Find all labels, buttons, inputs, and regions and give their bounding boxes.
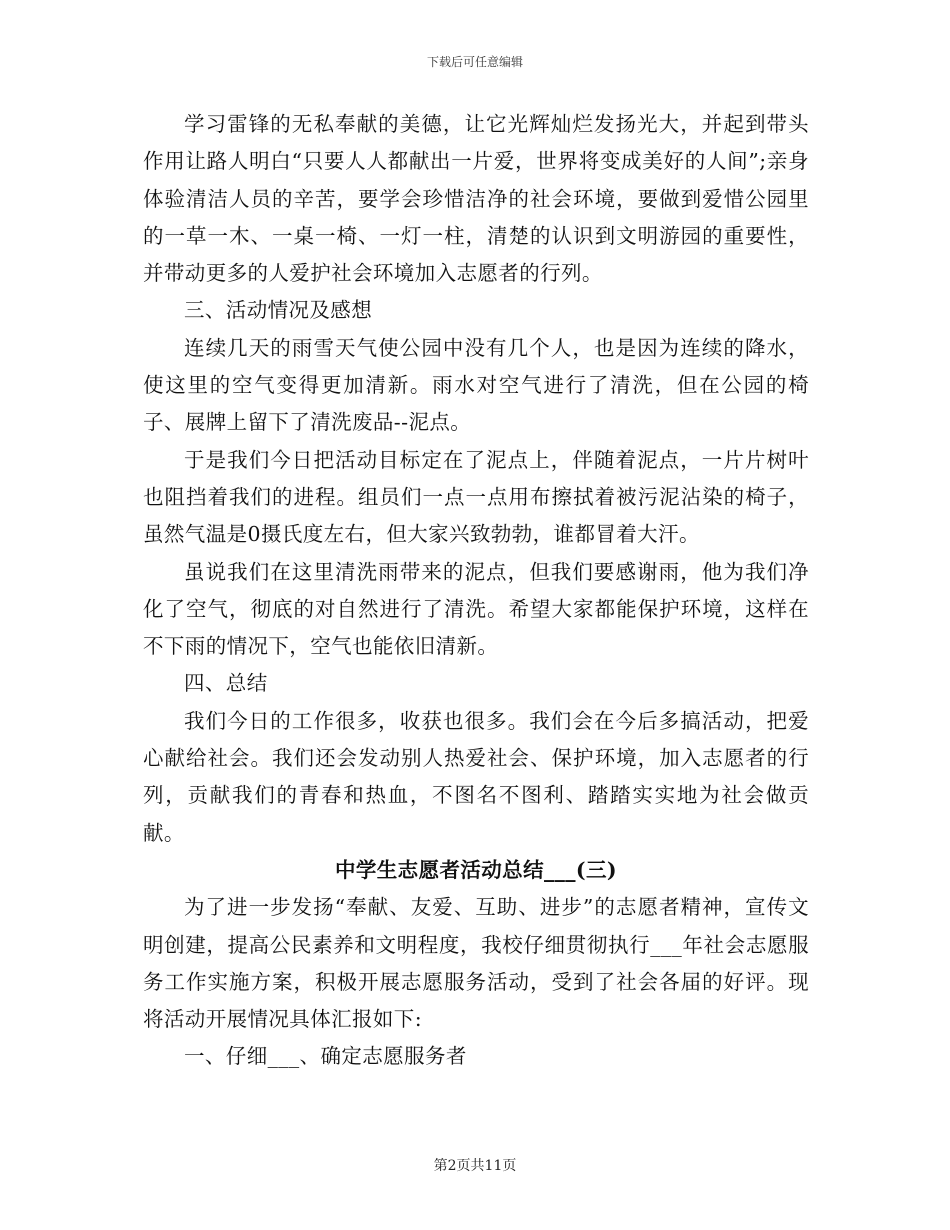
paragraph-cleaning: 于是我们今日把活动目标定在了泥点上，伴随着泥点，一片片树叶也阻挡着我们的进程。组员们一点一点用布擦拭着被污泥沾染的椅子，虽然气温是0摄氏度左右，但大家兴致勃勃，谁都冒着大汗。 <box>143 447 809 547</box>
document-title: 中学生志愿者活动总结___(三) <box>334 857 618 882</box>
paragraph-intro: 为了进一步发扬“奉献、友爱、互助、进步”的志愿者精神，宣传文明创建，提高公民素养和文明程度，我校仔细贯彻执行___年社会志愿服务工作实施方案，积极开展志愿服务活动，受到了社会各届的好评。现将活动开展情况具体汇报如下: <box>143 895 809 1032</box>
section-heading-activity: 三、活动情况及感想 <box>184 298 373 323</box>
paragraph-summary: 我们今日的工作很多，收获也很多。我们会在今后多搞活动，把爱心献给社会。我们还会发动别人热爱社会、保护环境，加入志愿者的行列，贡献我们的青春和热血，不图名不图利、踏踏实实地为社会做贡献。 <box>143 708 809 845</box>
document-body <box>143 106 809 1076</box>
page-footer: 第2页共11页 <box>433 1158 517 1174</box>
paragraph-lei-feng: 学习雷锋的无私奉献的美德，让它光辉灿烂发扬光大，并起到带头作用让路人明白“只要人人都献出一片爱，世界将变成美好的人间”;亲身体验清洁人员的辛苦，要学会珍惜洁净的社会环境，要做到爱惜公园里的一草一木、一桌一椅、一灯一柱，清楚的认识到文明游园的重要性，并带动更多的人爱护社会环境加入志愿者的行列。 <box>143 112 809 286</box>
paragraph-thanks-rain: 虽说我们在这里清洗雨带来的泥点，但我们要感谢雨，他为我们净化了空气，彻底的对自然进行了清洗。希望大家都能保护环境，这样在不下雨的情况下，空气也能依旧清新。 <box>143 559 809 659</box>
section-heading-summary: 四、总结 <box>184 671 268 696</box>
page-header: 下载后可任意编辑 <box>426 55 523 69</box>
section-heading-volunteers: 一、仔细___、确定志愿服务者 <box>184 1044 467 1069</box>
paragraph-weather: 连续几天的雨雪天气使公园中没有几个人，也是因为连续的降水，使这里的空气变得更加清新。雨水对空气进行了清洗，但在公园的椅子、展牌上留下了清洗废品--泥点。 <box>143 335 809 435</box>
